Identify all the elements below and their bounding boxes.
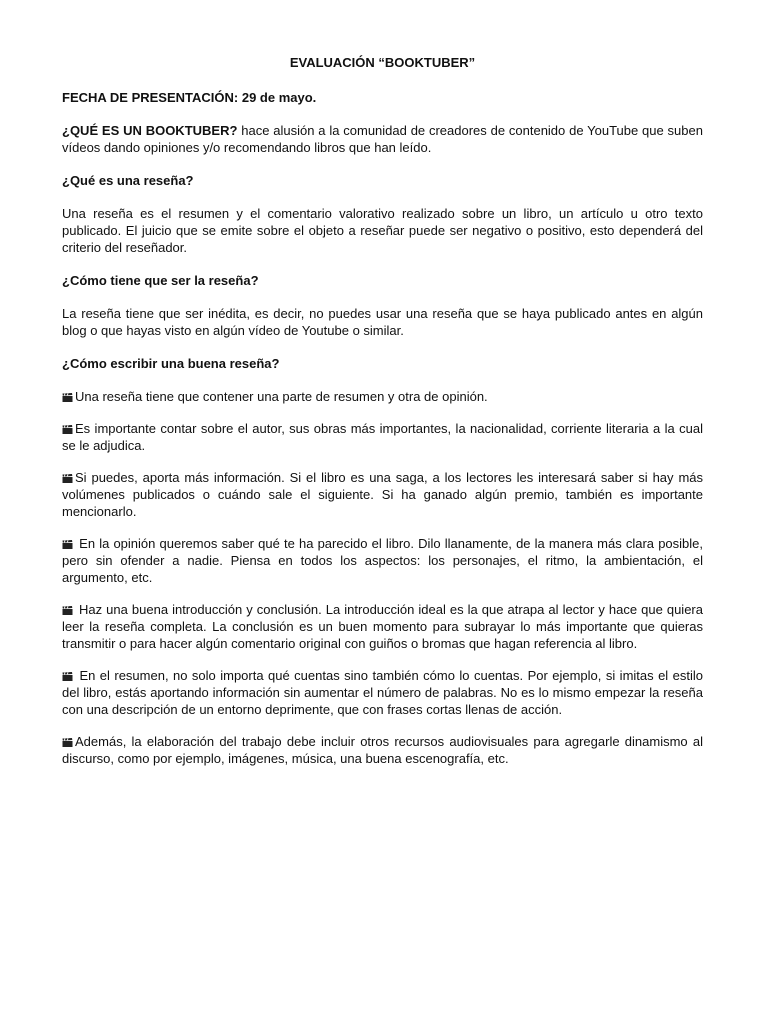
bullet-text: Una reseña tiene que contener una parte de resumen y otra de opinión. [75,389,488,404]
bullet-text: En el resumen, no solo importa qué cuentas sino también cómo lo cuentas. Por ejemplo, si imitas el estilo del libro, estás aportando información sin aumentar el número de palabras. No es lo mismo empezar la reseña con una descripción de un entorno deprimente, que con frases cortas llenas de acción. [62,668,703,717]
bullet-item [62,420,703,454]
clapperboard-icon [62,672,73,681]
bullet-item [62,733,703,767]
bullet-item [62,667,703,718]
bullet-item [62,388,703,405]
bullet-item [62,469,703,520]
intro-paragraph [62,122,703,156]
bullet-item [62,535,703,586]
clapperboard-icon [62,540,73,549]
intro-lead: ¿QUÉ ES UN BOOKTUBER? [62,123,238,138]
bullet-list [62,388,703,767]
bullet-text: Es importante contar sobre el autor, sus obras más importantes, la nacionalidad, corriente literaria a la cual se le adjudica. [62,421,703,453]
intro-text: hace alusión a la comunidad de creadores de contenido de YouTube que suben vídeos dando opiniones y/o recomendando libros que han leído. [62,123,703,155]
bullet-text: Además, la elaboración del trabajo debe incluir otros recursos audiovisuales para agregarle dinamismo al discurso, como por ejemplo, imágenes, música, una buena escenografía, etc. [62,734,703,766]
clapperboard-icon [62,738,73,747]
clapperboard-icon [62,393,73,402]
bullet-text: En la opinión queremos saber qué te ha parecido el libro. Dilo llanamente, de la manera más clara posible, pero sin ofender a nadie. Piensa en todos los aspectos: los personajes, el ritmo, la ambientación, el argumento, etc. [62,536,703,585]
presentation-date: FECHA DE PRESENTACIÓN: 29 de mayo. [62,90,317,105]
section-heading-que-es-resena: ¿Qué es una reseña? [62,173,194,188]
section-body-que-es-resena: Una reseña es el resumen y el comentario valorativo realizado sobre un libro, un artículo u otro texto publicado. El juicio que se emite sobre el objeto a reseñar puede ser negativo o positivo, esto dependerá del criterio del reseñador. [62,206,703,255]
document-title: EVALUACIÓN “BOOKTUBER” [289,55,476,70]
section-heading-como-tiene-que-ser: ¿Cómo tiene que ser la reseña? [62,273,259,288]
bullet-item [62,601,703,652]
section-body-como-tiene-que-ser: La reseña tiene que ser inédita, es decir, no puedes usar una reseña que se haya publicado antes en algún blog o que hayas visto en algún vídeo de Youtube o similar. [62,306,703,338]
bullet-text: Haz una buena introducción y conclusión. La introducción ideal es la que atrapa al lector y hace que quiera leer la reseña completa. La conclusión es un buen momento para subrayar lo más importante que quieras transmitir o para hacer algún comentario original con guiños o bromas que hagan referencia al libro. [62,602,703,651]
clapperboard-icon [62,606,73,615]
howto-heading: ¿Cómo escribir una buena reseña? [62,356,280,371]
document-page [62,54,703,782]
clapperboard-icon [62,474,73,483]
clapperboard-icon [62,425,73,434]
bullet-text: Si puedes, aporta más información. Si el libro es una saga, a los lectores les interesará saber si hay más volúmenes publicados o cuándo sale el siguiente. Si ha ganado algún premio, también es importante mencionarlo. [62,470,703,519]
